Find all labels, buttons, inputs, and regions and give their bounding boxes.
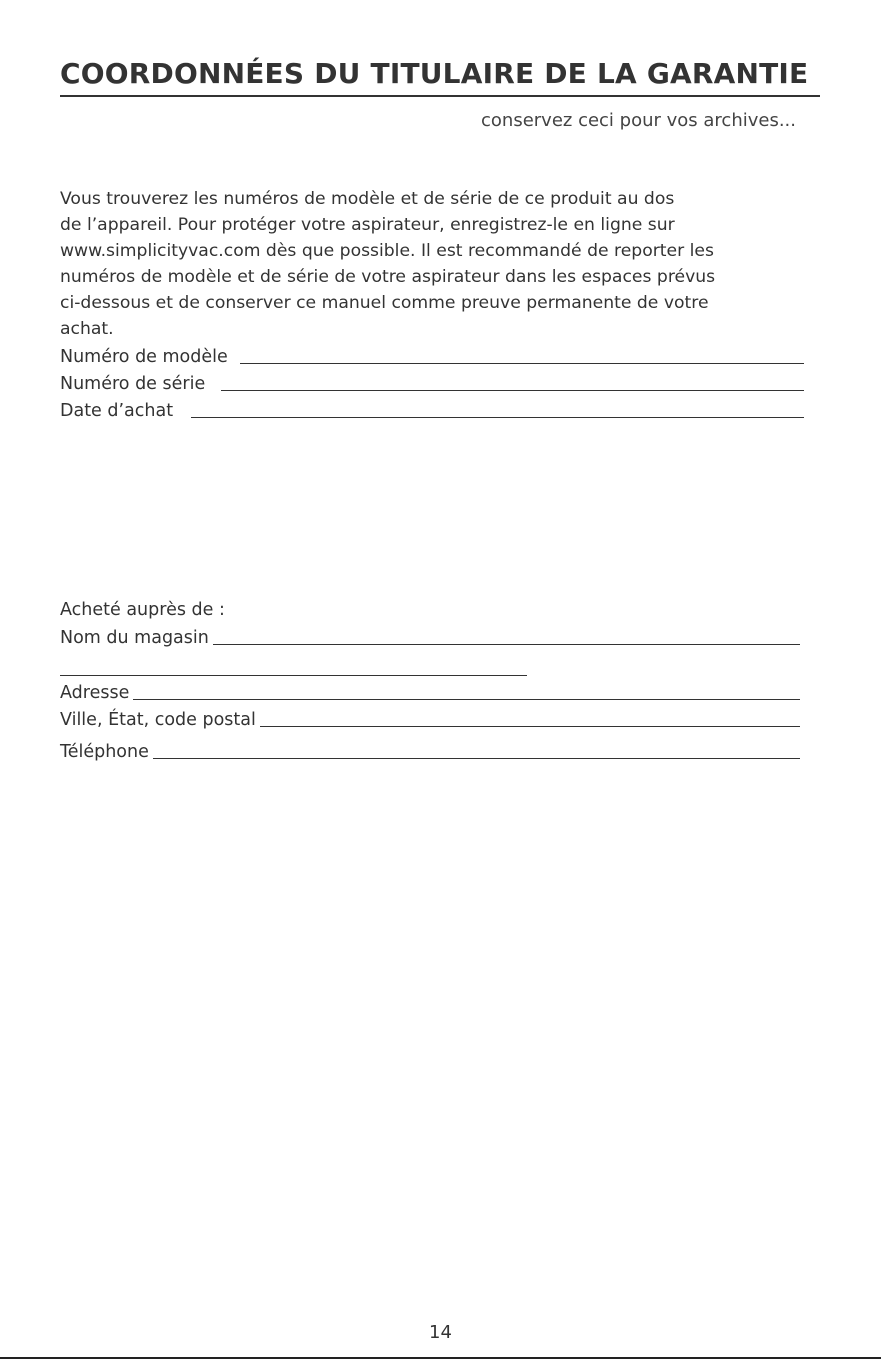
store-name-field[interactable] bbox=[60, 625, 800, 651]
serial-number-line[interactable] bbox=[221, 390, 804, 391]
city-state-zip-line[interactable] bbox=[260, 726, 800, 727]
intro-line: numéros de modèle et de série de votre aspirateur dans les espaces prévus bbox=[60, 267, 716, 287]
address-field[interactable] bbox=[60, 680, 800, 706]
phone-field[interactable] bbox=[60, 739, 800, 765]
purchased-from-heading: Acheté auprès de : bbox=[60, 600, 225, 620]
intro-line: www.simplicityvac.com dès que possible. Il est recommandé de reporter les bbox=[60, 241, 714, 261]
city-state-zip-label: Ville, État, code postal bbox=[60, 710, 256, 730]
store-name-line[interactable] bbox=[213, 644, 800, 645]
page-title: COORDONNÉES DU TITULAIRE DE LA GARANTIE bbox=[60, 57, 809, 90]
address-line[interactable] bbox=[133, 699, 800, 700]
phone-line[interactable] bbox=[153, 758, 800, 759]
address-label: Adresse bbox=[60, 683, 130, 703]
intro-line: Vous trouverez les numéros de modèle et de série de ce produit au dos bbox=[60, 189, 675, 209]
intro-paragraph bbox=[60, 186, 805, 342]
store-name-label: Nom du magasin bbox=[60, 628, 209, 648]
serial-number-field[interactable] bbox=[60, 371, 804, 397]
phone-label: Téléphone bbox=[60, 742, 149, 762]
subtitle: conservez ceci pour vos archives... bbox=[481, 110, 796, 131]
intro-line: de l’appareil. Pour protéger votre aspirateur, enregistrez-le en ligne sur bbox=[60, 215, 675, 235]
page-number: 14 bbox=[429, 1322, 452, 1343]
model-number-label: Numéro de modèle bbox=[60, 347, 228, 367]
title-underline bbox=[60, 95, 820, 97]
model-number-field[interactable] bbox=[60, 344, 804, 370]
intro-line: ci-dessous et de conserver ce manuel comme preuve permanente de votre bbox=[60, 293, 709, 313]
model-number-line[interactable] bbox=[240, 363, 804, 364]
serial-number-label: Numéro de série bbox=[60, 374, 206, 394]
bottom-border bbox=[0, 1357, 881, 1359]
purchase-date-line[interactable] bbox=[191, 417, 804, 418]
purchase-date-field[interactable] bbox=[60, 398, 804, 424]
city-state-zip-field[interactable] bbox=[60, 707, 800, 733]
intro-line: achat. bbox=[60, 319, 114, 339]
purchase-date-label: Date d’achat bbox=[60, 401, 174, 421]
store-name-continuation-line[interactable] bbox=[60, 675, 527, 676]
